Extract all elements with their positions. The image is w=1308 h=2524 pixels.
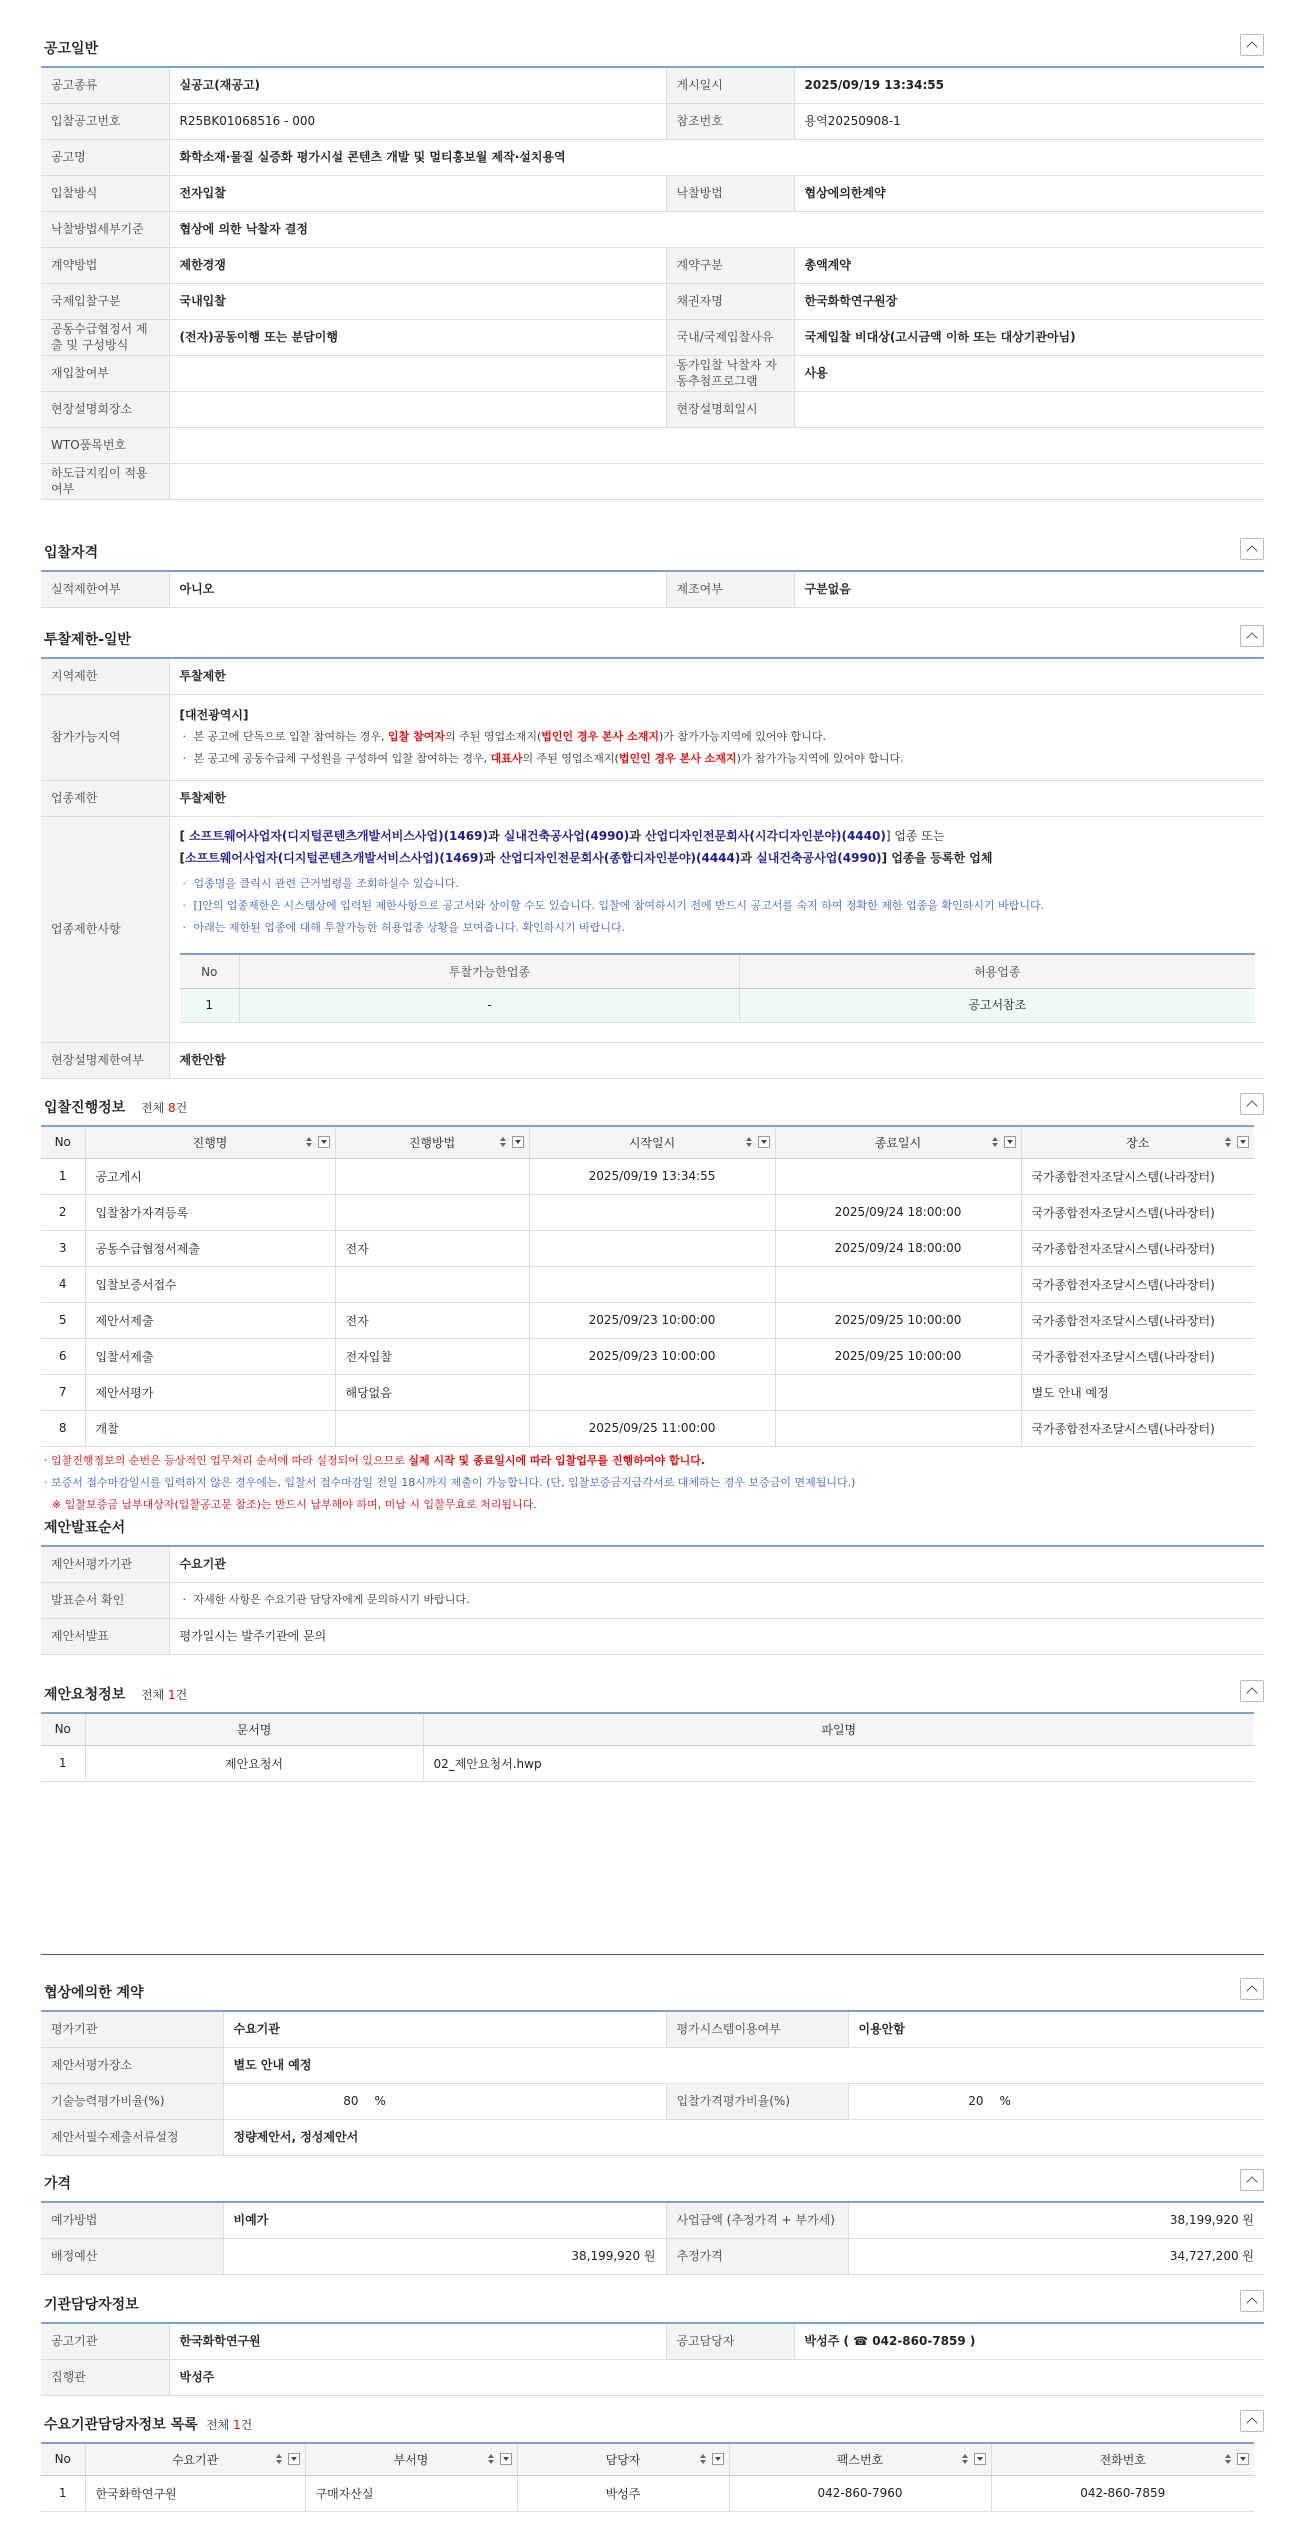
cell: 국가종합전자조달시스템(나라장터) — [1021, 1266, 1254, 1302]
industry-link[interactable]: 산업디자인전문회사(시각디자인분야)(4440) — [645, 829, 886, 844]
cell — [529, 1374, 775, 1410]
total-count: 전체 1건 — [141, 1688, 188, 1702]
cell: 7 — [41, 1374, 85, 1410]
collapse-toggle-icon[interactable] — [1240, 34, 1264, 56]
section-title: 입찰자격 — [44, 545, 99, 561]
cell: 2025/09/25 10:00:00 — [775, 1302, 1021, 1338]
label: 게시일시 — [666, 67, 794, 103]
column-header[interactable]: 팩스번호 — [729, 2443, 991, 2475]
table-row — [41, 1158, 1254, 1194]
value: 사용 — [794, 355, 1264, 391]
value: 이용안함 — [848, 2011, 1264, 2047]
cell: 1 — [41, 2475, 85, 2511]
collapse-toggle-icon[interactable] — [1240, 2169, 1264, 2191]
cell: 제안서평가 — [85, 1374, 335, 1410]
value: 20 % — [848, 2083, 1264, 2119]
cell: 국가종합전자조달시스템(나라장터) — [1021, 1410, 1254, 1446]
value — [169, 355, 666, 391]
label: 낙찰방법세부기준 — [41, 211, 169, 247]
collapse-toggle-icon[interactable] — [1240, 1680, 1264, 1702]
cell: 국가종합전자조달시스템(나라장터) — [1021, 1194, 1254, 1230]
cell — [335, 1266, 529, 1302]
label: 제안서발표 — [41, 1618, 169, 1654]
label: 공고기관 — [41, 2323, 169, 2359]
label: 사업금액 (추정가격 + 부가세) — [666, 2202, 848, 2238]
table-row — [41, 1194, 1254, 1230]
label: 공동수급협정서 제출 및 구성방식 — [41, 319, 169, 355]
cell — [775, 1266, 1021, 1302]
value — [169, 391, 666, 427]
cell: 전자 — [335, 1302, 529, 1338]
value: 전자입찰 — [169, 175, 666, 211]
bid-limit-table — [41, 657, 1264, 1079]
progress-note: · 입찰진행정보의 순번은 등상적인 업무처리 순서에 따라 설정되어 있으므로 실제 시작 및 종료일시에 따라 입찰업무를 진행하여야 합니다. — [44, 1453, 706, 1467]
progress-note: ※ 입찰보증금 납부대상자(입찰공고문 참조)는 반드시 납부해야 하며, 미납 시 입찰무효로 처리됩니다. — [52, 1497, 537, 1511]
value: 별도 안내 예정 — [223, 2047, 1264, 2083]
column-header[interactable]: 진행방법 — [335, 1126, 529, 1158]
cell: 2025/09/24 18:00:00 — [775, 1194, 1021, 1230]
cell: 2 — [41, 1194, 85, 1230]
value: 아니오 — [169, 571, 666, 607]
label: 기술능력평가비율(%) — [41, 2083, 223, 2119]
cell: 입찰참가자격등록 — [85, 1194, 335, 1230]
column-header[interactable]: 진행명 — [85, 1126, 335, 1158]
value: 국제입찰 비대상(고시금액 이하 또는 대상기관아님) — [794, 319, 1264, 355]
value: R25BK01068516 - 000 — [169, 103, 666, 139]
progress-note: · 보증서 접수마감일시를 입력하지 않은 경우에는, 입찰서 접수마감일 전일 18시까지 제출이 가능합니다. (단, 입찰보증금지급각서로 대체하는 경우 보증금이 면제됩니다.) — [44, 1475, 856, 1489]
total-count: 전체 1건 — [206, 2418, 253, 2432]
label: 공고명 — [41, 139, 169, 175]
label: 실적제한여부 — [41, 571, 169, 607]
progress-table — [41, 1125, 1254, 1447]
value: 38,199,920 원 — [223, 2238, 666, 2274]
column-header: 허용업종 — [740, 954, 1255, 988]
table-row — [41, 1266, 1254, 1302]
cell: 박성주 — [517, 2475, 729, 2511]
section-agency — [41, 2282, 1264, 2396]
industry-link[interactable]: 소프트웨어사업자(디지털콘텐츠개발서비스사업)(1469) — [184, 851, 484, 866]
column-header: 투찰가능한업종 — [240, 954, 740, 988]
label: 계약방법 — [41, 247, 169, 283]
industry-link[interactable]: 실내건축공사업(4990) — [503, 829, 630, 844]
presentation-table — [41, 1545, 1264, 1655]
qualification-table — [41, 570, 1264, 608]
value: 구분없음 — [794, 571, 1264, 607]
general-table — [41, 66, 1264, 500]
sort-icon[interactable] — [486, 2454, 497, 2465]
cell: 전자입찰 — [335, 1338, 529, 1374]
section-title: 기관담당자정보 — [44, 2297, 139, 2313]
column-header: No — [41, 2443, 85, 2475]
cell: 국가종합전자조달시스템(나라장터) — [1021, 1158, 1254, 1194]
cell: 한국화학연구원 — [85, 2475, 305, 2511]
area-note: · 본 공고에 공동수급체 구성원을 구성하여 입찰 참여하는 경우, 대표사의 주된 영업소재지(법인인 경우 본사 소재지)가 참가가능지역에 있어야 합니다. — [180, 748, 1255, 770]
cell: 국가종합전자조달시스템(나라장터) — [1021, 1302, 1254, 1338]
cell — [775, 1158, 1021, 1194]
industry-note: · 아래는 제한된 업종에 대해 투찰가능한 허용업종 상황을 보여줍니다. 확인하시기 바랍니다. — [180, 917, 1265, 939]
sort-icon[interactable] — [1223, 2454, 1234, 2465]
label: 입찰가격평가비율(%) — [666, 2083, 848, 2119]
collapse-toggle-icon[interactable] — [1240, 1978, 1264, 2000]
column-header[interactable]: 전화번호 — [991, 2443, 1254, 2475]
cell: 2025/09/23 10:00:00 — [529, 1338, 775, 1374]
table-row — [41, 1302, 1254, 1338]
industry-note: · 업종명을 클릭시 관련 근거법령을 조회하실수 있습니다. — [180, 873, 1265, 895]
value — [794, 391, 1264, 427]
label: 제조여부 — [666, 571, 794, 607]
value: 용역20250908-1 — [794, 103, 1264, 139]
collapse-toggle-icon[interactable] — [1240, 2410, 1264, 2432]
cell: 해당없음 — [335, 1374, 529, 1410]
label: 입찰방식 — [41, 175, 169, 211]
label: 업종제한사항 — [41, 816, 169, 1042]
value — [169, 463, 1264, 499]
cell — [335, 1158, 529, 1194]
section-progress — [41, 1085, 1264, 1527]
column-header[interactable]: 장소 — [1021, 1126, 1254, 1158]
cell: 제안요청서 — [85, 1745, 423, 1781]
value: 2025/09/19 13:34:55 — [794, 67, 1264, 103]
label: WTO품목번호 — [41, 427, 169, 463]
value: 정량제안서, 정성제안서 — [223, 2119, 1264, 2155]
cell — [529, 1266, 775, 1302]
value: (전자)공동이행 또는 분담이행 — [169, 319, 666, 355]
value: · 자세한 사항은 수요기관 담당자에게 문의하시기 바랍니다. — [169, 1582, 1264, 1618]
label: 채권자명 — [666, 283, 794, 319]
cell: 2025/09/24 18:00:00 — [775, 1230, 1021, 1266]
section-price — [41, 2161, 1264, 2275]
label: 제안서평가기관 — [41, 1546, 169, 1582]
column-header[interactable]: 종료일시 — [775, 1126, 1021, 1158]
value: 38,199,920 원 — [848, 2202, 1264, 2238]
value: 수요기관 — [169, 1546, 1264, 1582]
cell: 042-860-7859 — [991, 2475, 1254, 2511]
sort-icon[interactable] — [698, 2454, 709, 2465]
total-count: 전체 8건 — [141, 1101, 188, 1115]
filter-dropdown-icon[interactable] — [288, 2453, 300, 2465]
agency-table — [41, 2322, 1264, 2396]
column-header[interactable]: 담당자 — [517, 2443, 729, 2475]
cell: 1 — [41, 1745, 85, 1781]
cell: 2025/09/19 13:34:55 — [529, 1158, 775, 1194]
table-row — [41, 1410, 1254, 1446]
divider — [41, 1954, 1264, 1955]
filter-dropdown-icon[interactable] — [1237, 2453, 1249, 2465]
label: 계약구분 — [666, 247, 794, 283]
sort-icon[interactable] — [960, 2454, 971, 2465]
cell: 전자 — [335, 1230, 529, 1266]
value: 제한안함 — [169, 1042, 1264, 1078]
cell: 3 — [41, 1230, 85, 1266]
label: 업종제한 — [41, 780, 169, 816]
label: 추정가격 — [666, 2238, 848, 2274]
label: 동가입찰 낙찰자 자동추첨프로그램 — [666, 355, 794, 391]
cell: 5 — [41, 1302, 85, 1338]
sort-icon[interactable] — [744, 1137, 755, 1148]
cell — [775, 1374, 1021, 1410]
area-cell — [169, 694, 1264, 780]
collapse-toggle-icon[interactable] — [1240, 2290, 1264, 2312]
label: 하도급지킴이 적용여부 — [41, 463, 169, 499]
label: 입찰공고번호 — [41, 103, 169, 139]
cell: 1 — [41, 1158, 85, 1194]
table-row — [41, 2475, 1254, 2511]
sort-icon[interactable] — [498, 1137, 509, 1148]
cell: 1 — [180, 988, 240, 1022]
label: 배정예산 — [41, 2238, 223, 2274]
cell: 공고게시 — [85, 1158, 335, 1194]
value — [169, 427, 1264, 463]
section-request-info — [41, 1672, 1264, 1782]
filter-dropdown-icon[interactable] — [318, 1136, 330, 1148]
cell: 042-860-7960 — [729, 2475, 991, 2511]
cell: 국가종합전자조달시스템(나라장터) — [1021, 1230, 1254, 1266]
industry-link[interactable]: 소프트웨어사업자(디지털콘텐츠개발서비스사업)(1469) — [189, 829, 488, 844]
value: 박성주 ( ☎ 042-860-7859 ) — [794, 2323, 1264, 2359]
cell: 별도 안내 예정 — [1021, 1374, 1254, 1410]
allowed-industry-table — [180, 953, 1255, 1023]
label: 집행관 — [41, 2359, 169, 2395]
section-title: 입찰진행정보 — [44, 1100, 126, 1116]
cell: 국가종합전자조달시스템(나라장터) — [1021, 1338, 1254, 1374]
section-title: 수요기관담당자정보 목록 — [44, 2417, 198, 2433]
table-row — [41, 1374, 1254, 1410]
filter-dropdown-icon[interactable] — [1237, 1136, 1249, 1148]
cell: 2025/09/23 10:00:00 — [529, 1302, 775, 1338]
section-negotiation — [41, 1970, 1264, 2156]
table-row — [41, 1230, 1254, 1266]
value: 투찰제한 — [169, 780, 1264, 816]
value: 총액계약 — [794, 247, 1264, 283]
cell: 공동수급협정서제출 — [85, 1230, 335, 1266]
label: 참조번호 — [666, 103, 794, 139]
value: 제한경쟁 — [169, 247, 666, 283]
column-header: No — [41, 1713, 85, 1745]
sort-icon[interactable] — [990, 1137, 1001, 1148]
label: 현장설명제한여부 — [41, 1042, 169, 1078]
industry-link[interactable]: 산업디자인전문회사(종합디자인분야)(4444) — [499, 851, 741, 866]
label: 예가방법 — [41, 2202, 223, 2238]
cell — [529, 1194, 775, 1230]
cell — [335, 1410, 529, 1446]
value: 수요기관 — [223, 2011, 666, 2047]
price-table — [41, 2201, 1264, 2275]
label: 참가가능지역 — [41, 694, 169, 780]
area-note: · 본 공고에 단독으로 입찰 참여하는 경우, 입찰 참여자의 주된 영업소재지(법인인 경우 본사 소재지)가 참가가능지역에 있어야 합니다. — [180, 726, 1255, 748]
section-qualification — [41, 530, 1264, 608]
cell: - — [240, 988, 740, 1022]
request-table — [41, 1712, 1254, 1782]
industry-line: [소프트웨어사업자(디지털콘텐츠개발서비스사업)(1469)과 산업디자인전문회사(종합디자인분야)(4444)과 실내건축공사업(4990)] 업종을 등록한 업체 — [179, 851, 993, 866]
section-title: 공고일반 — [44, 41, 99, 57]
industry-note: · []안의 업종제한은 시스템상에 입력된 제한사항으로 공고서와 상이할 수도 있습니다. 입찰에 참여하시기 전에 반드시 공고서를 숙지 하여 정확한 제한 업종을 확인하시기 바랍니다. — [180, 895, 1265, 917]
cell: 구매자산실 — [305, 2475, 517, 2511]
label: 지역제한 — [41, 658, 169, 694]
column-header[interactable]: 부서명 — [305, 2443, 517, 2475]
label: 현장설명회장소 — [41, 391, 169, 427]
industry-line: [ 소프트웨어사업자(디지털콘텐츠개발서비스사업)(1469)과 실내건축공사업(4990)과 산업디자인전문회사(시각디자인분야)(4440)] 업종 또는 — [179, 829, 945, 844]
column-header: 파일명 — [423, 1713, 1254, 1745]
filter-dropdown-icon[interactable] — [1004, 1136, 1016, 1148]
collapse-toggle-icon[interactable] — [1240, 625, 1264, 647]
value: 협상에 의한 낙찰자 결정 — [169, 211, 1264, 247]
cell: 개찰 — [85, 1410, 335, 1446]
cell — [335, 1194, 529, 1230]
negotiation-table — [41, 2010, 1264, 2156]
cell: 2025/09/25 11:00:00 — [529, 1410, 775, 1446]
label: 제안서평가장소 — [41, 2047, 223, 2083]
cell: 입찰보증서접수 — [85, 1266, 335, 1302]
column-header[interactable]: 수요기관 — [85, 2443, 305, 2475]
table-row — [41, 1338, 1254, 1374]
area-head: [대전광역시] — [179, 708, 249, 722]
label: 낙찰방법 — [666, 175, 794, 211]
value: 한국화학연구원장 — [794, 283, 1264, 319]
label: 공고종류 — [41, 67, 169, 103]
section-title: 협상에의한 계약 — [44, 1985, 144, 2001]
value: 실공고(재공고) — [169, 67, 666, 103]
cell: 4 — [41, 1266, 85, 1302]
section-presentation-order — [41, 1505, 1264, 1655]
cell — [529, 1230, 775, 1266]
sort-icon[interactable] — [304, 1137, 315, 1148]
section-title: 제안요청정보 — [44, 1687, 126, 1703]
column-header[interactable]: 시작일시 — [529, 1126, 775, 1158]
label: 국내/국제입찰사유 — [666, 319, 794, 355]
value: 투찰제한 — [169, 658, 1264, 694]
cell: 2025/09/25 10:00:00 — [775, 1338, 1021, 1374]
value: 80 % — [223, 2083, 666, 2119]
collapse-toggle-icon[interactable] — [1240, 538, 1264, 560]
section-title: 가격 — [44, 2176, 72, 2192]
label: 현장설명회일시 — [666, 391, 794, 427]
label: 평가시스템이용여부 — [666, 2011, 848, 2047]
section-title: 제안발표순서 — [44, 1520, 126, 1536]
value: 비예가 — [223, 2202, 666, 2238]
value: 협상에의한계약 — [794, 175, 1264, 211]
file-link[interactable]: 02_제안요청서.hwp — [423, 1745, 1254, 1781]
filter-dropdown-icon[interactable] — [712, 2453, 724, 2465]
sort-icon[interactable] — [274, 2454, 285, 2465]
label: 재입찰여부 — [41, 355, 169, 391]
section-contacts — [41, 2402, 1264, 2512]
section-title: 투찰제한-일반 — [44, 632, 131, 648]
label: 국제입찰구분 — [41, 283, 169, 319]
section-general — [41, 26, 1264, 500]
industry-link[interactable]: 실내건축공사업(4990) — [756, 851, 882, 866]
column-header: 문서명 — [85, 1713, 423, 1745]
filter-dropdown-icon[interactable] — [500, 2453, 512, 2465]
label: 발표순서 확인 — [41, 1582, 169, 1618]
industry-cell — [169, 816, 1264, 1042]
contacts-table — [41, 2442, 1254, 2512]
cell: 6 — [41, 1338, 85, 1374]
cell: 입찰서제출 — [85, 1338, 335, 1374]
value: 한국화학연구원 — [169, 2323, 666, 2359]
value: 평가일시는 발주기관에 문의 — [169, 1618, 1264, 1654]
label: 공고담당자 — [666, 2323, 794, 2359]
value: 화학소재·물질 실증화 평가시설 콘텐츠 개발 및 멀티홍보월 제작·설치용역 — [169, 139, 1264, 175]
sort-icon[interactable] — [1223, 1137, 1234, 1148]
table-row — [41, 1745, 1254, 1781]
value: 34,727,200 원 — [848, 2238, 1264, 2274]
filter-dropdown-icon[interactable] — [758, 1136, 770, 1148]
filter-dropdown-icon[interactable] — [974, 2453, 986, 2465]
cell: 8 — [41, 1410, 85, 1446]
filter-dropdown-icon[interactable] — [512, 1136, 524, 1148]
cell: 제안서제출 — [85, 1302, 335, 1338]
cell: 공고서참조 — [740, 988, 1255, 1022]
label: 평가기관 — [41, 2011, 223, 2047]
section-bid-limit — [41, 617, 1264, 1079]
column-header: No — [41, 1126, 85, 1158]
collapse-toggle-icon[interactable] — [1240, 1093, 1264, 1115]
cell — [775, 1410, 1021, 1446]
column-header: No — [180, 954, 240, 988]
label: 제안서필수제출서류설정 — [41, 2119, 223, 2155]
table-row — [180, 988, 1255, 1022]
value: 박성주 — [169, 2359, 1264, 2395]
value: 국내입찰 — [169, 283, 666, 319]
